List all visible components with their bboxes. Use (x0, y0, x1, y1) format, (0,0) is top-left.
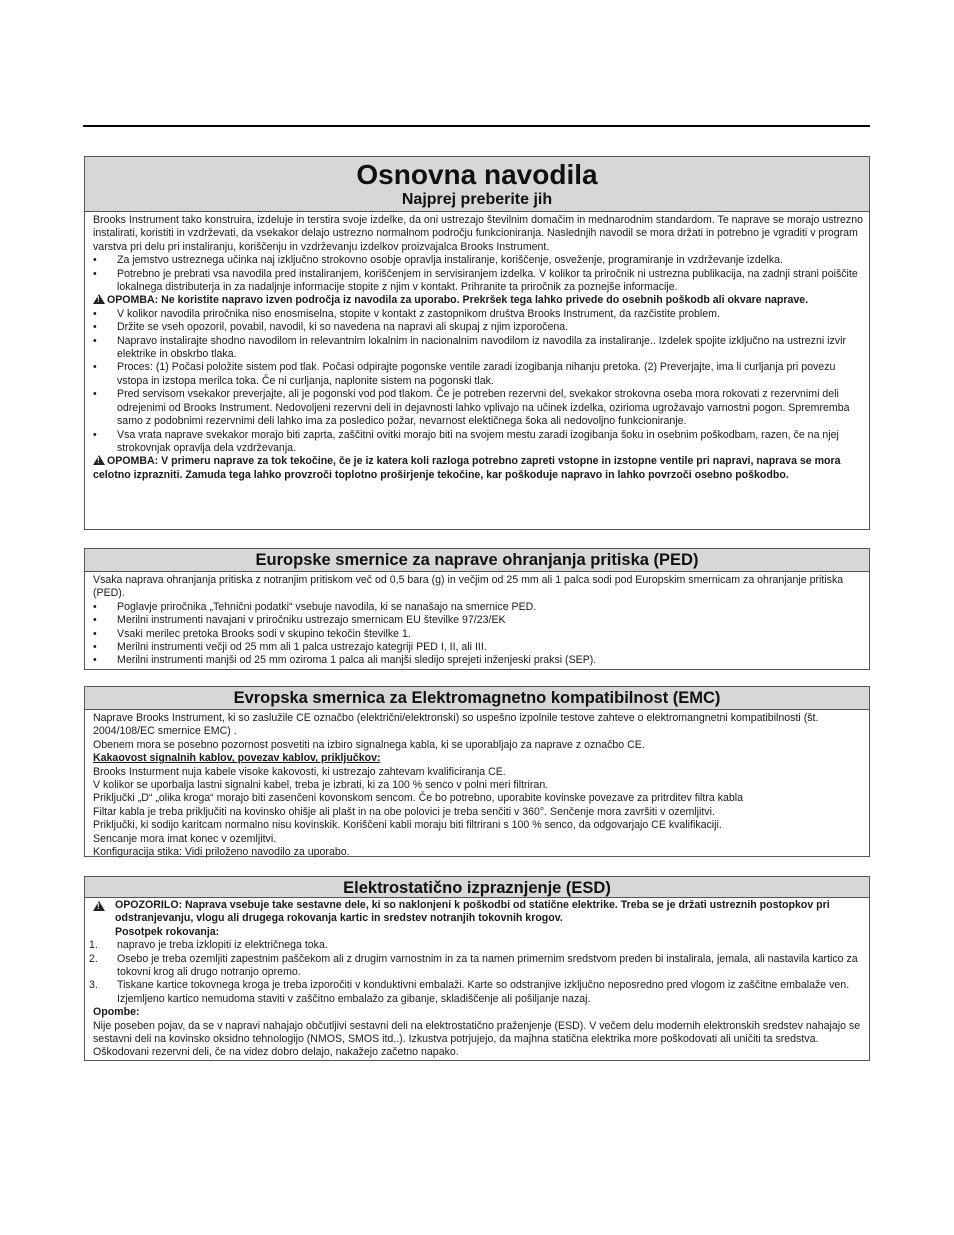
emc-line: Naprave Brooks Instrument, ki so zaslužile CE označbo (električni/elektronski) so uspešno izpolnile testove zahteve o elektromangnetni kompatibilnosti (št. 2004/108/EC smernice EMC) . (93, 712, 819, 738)
emc-cable-heading: Kakaovost signalnih kablov, povezav kablov, priključkov: (93, 752, 381, 765)
note-opomba-2 (93, 455, 865, 482)
warning-triangle-icon (93, 901, 105, 911)
esd-box (84, 876, 870, 1061)
emc-line: Priključki „D“ „olika kroga“ morajo biti zasenčeni kovonskom sencom. Če bo potrebno, uporabite kovinske povezave za pritrditev filtra kabla (93, 792, 744, 805)
emc-header: Evropska smernica za Elektromagnetno kompatibilnost (EMC) (85, 687, 869, 710)
basic-instructions-box (84, 156, 870, 530)
emc-body (85, 710, 869, 861)
list-item: • Merilni instrumenti manjši od 25 mm oziroma 1 palca ali manjši sledijo sprejeti inženjeski praksi (SEP). (93, 654, 865, 667)
esd-notes-label: Opombe: (93, 1006, 140, 1019)
list-item: • Pred servisom vsekakor preverjajte, ali je pogonski vod pod tlakom. Če je potreben rezervni del, svekakor strokovna oseba mora rokovati z rezervnimi deli odrejenimi od Brooks Instrument. Nedovoljeni rezervni deli in dejavnosti lahko vplivajo na učinek izdelka, ozirioma ugrožavajo varnostni pogon. Spremremba samo z podobnimi rezervnimi deli lahko ima za posledico požar, nevarnost elektičnega šoka ali nedovoljno funkcioniranje. (93, 388, 865, 428)
esd-procedure-label: Posotpek rokovanja: (115, 925, 220, 938)
emc-line: Obenem mora se posebno pozornost posvetiti na izbiro signalnega kabla, ki se uporabljajo za naprave z označbo CE. (93, 738, 645, 751)
list-item: • Poglavje priročnika „Tehnični podatki“ vsebuje navodila, ki se nanašajo na smernice PED. (93, 601, 865, 614)
bullet-list-a (93, 254, 865, 294)
ped-body (85, 572, 869, 670)
bullet-list-b (93, 308, 865, 455)
list-item: • Vsa vrata naprave svekakor morajo biti zaprta, zaščitni ovitki morajo biti na svojem mestu zaradi izogibanja šoku in osebnim poškodbam, razen, če na njej strokovnjak opravlja dela vzdrževanja. (93, 429, 865, 456)
note-text: OPOMBA: V primeru naprave za tok tekočine, če je iz katera koli razloga potrebno zapreti vstopne in izstopne ventile pri napravi, naprava se mora celotno izprazniti. Zamuda tega lahko provzroči toplotno proširjenje tekočine, kar poškoduje napravo in lahko povrzoči osebno poškodbo. (93, 455, 841, 481)
esd-body (85, 898, 869, 1062)
ped-header: Europske smernice za naprave ohranjanja pritiska (PED) (85, 549, 869, 572)
basic-instructions-header (85, 157, 869, 212)
emc-box (84, 686, 870, 857)
list-item: • Proces: (1) Počasi položite sistem pod tlak. Počasi odpirajte pogonske ventile zaradi izogibanja nihanju pretoka. (2) Preverjajte, ima li curljanja pri povezu vstopa in izstopa merilca toka. Če ni curljanja, naplonite sistem na pogonski tlak. (93, 361, 865, 388)
emc-line: V kolikor se uporbalja lastni signalni kabel, treba je izbrati, ki za 100 % senco v polni meri filtriran. (93, 779, 549, 792)
esd-header: Elektrostatično izpraznjenje (ESD) (85, 877, 869, 898)
esd-notes-text: Nije poseben pojav, da se v napravi nahajajo občutljivi sestavni deli na elektrostatično praženjenje (ESD). V večem delu modernih elektronskih sredstev nahajajo se sestavni deli na kovinsko oksidno tehnologijo (NMOS, SMOS itd..). Izkustva potrjujejo, da majhna statična elektrika more poškodovati ali uničiti ta sredstva. Oškodovani rezervni deli, če na videz dobro delajo, nakažejo začetno napako. (93, 1019, 861, 1059)
list-item: 3. Tiskane kartice tokovnega kroga je treba izporočiti v konduktivni embalaži. Karte so odstranjive izključno neposredno pred vlogom iz zaščitne embalaže ven. Izjemljeno kartico nemudoma staviti v zaščitno embalažo za gibanje, skladiščenje ali pošiljanje nazaj. (89, 979, 850, 1005)
emc-line: Konfiguracija stika: Vidi priloženo navodilo za uporabo. (93, 846, 350, 859)
list-item: • Držite se vseh opozoril, povabil, navodil, ki so navedena na napravi ali skupaj z njim izporočena. (93, 321, 865, 334)
page-title: Osnovna navodila (356, 159, 598, 190)
emc-line: Brooks Insturment nuja kabele visoke kakovosti, ki ustrezajo zahtevam kvalificiranja CE. (93, 765, 506, 778)
list-item: • Potrebno je prebrati vsa navodila pred instaliranjem, koriščenjem in servisiranjem izdelka. V kolikor ta priročnik ni ustrezna publikacija, na zadnji strani poiščite lokalnega distributerja in za nadaljnje informacije stopite z njim v kontakt. Prihranite ta priročnik za poznejše informacije. (93, 268, 865, 295)
list-item: • Vsaki merilec pretoka Brooks sodi v skupino tekočin številke 1. (93, 628, 865, 641)
list-item: • Merilni instrumenti navajani v priročniku ustrezajo smernicam EU številke 97/23/EK (93, 614, 865, 627)
list-item: • Napravo instalirajte shodno navodilom in relevantnim lokalnim in nacionalnim navodilom iz navodila za instaliranje.. Izdelek spojite izključno na ustrezni izvir elektrike in obskrbo tlaka. (93, 335, 865, 362)
emc-line: Sencanje mora imat konec v ozemljitvi. (93, 832, 277, 845)
note-opomba-1 (93, 294, 865, 307)
list-item: • V kolikor navodila priročnika niso enosmiselna, stopite v kontakt z zastopnikom društva Brooks Instrument, da razčistite problem. (93, 308, 865, 321)
note-text: OPOMBA: Ne koristite napravo izven področja iz navodila za uporabo. Prekršek tega lahko privede do osebnih poškodb ali okvare naprave. (107, 294, 809, 307)
warning-triangle-icon (93, 294, 105, 304)
list-item: • Za jemstvo ustreznega učinka naj izključno strokovno osobje opravlja instaliranje, koriščenje, osveženje, programiranje in vzdrževanje izdelka. (93, 254, 865, 267)
top-rule (83, 125, 870, 127)
list-item: 2. Osebo je treba ozemljiti zapestnim paščekom ali z drugim varnostnim in za ta namen primernim sredstvom preden bi instalirala, jemala, ali nastavila kartico za tokovni krog ali drugo notranjo opremo. (89, 952, 858, 979)
warning-triangle-icon (93, 455, 105, 465)
intro-paragraph: Brooks Instrument tako konstruira, izdeluje in terstira svoje izdelke, da oni ustrezajo številnim domačim in mednarodnim standardom. Te naprave se morajo ustrezno instalirati, koristiti in vzdrževati, da vsekakor delajo ustrezno normalnom področju funkcioniranja. Naslednjih navodil se mora držati in potrebno je vgraditi v program varstva pri delu pri instaliranju, koriščenju in vzdrževanju izdelkov proizvajalca Brooks Instrument. (93, 214, 863, 253)
list-item: 1. napravo je treba izklopiti iz električnega toka. (89, 939, 328, 952)
ped-bullet-list (93, 601, 865, 668)
ped-intro: Vsaka naprava ohranjanja pritiska z notranjim pritiskom več od 0,5 bara (g) in večjim od 25 mm ali 1 palca sodi pod Europskim smernicam za ohranjanje pritiska (PED). (93, 574, 844, 600)
page-subtitle: Najprej preberite jih (401, 191, 553, 208)
esd-steps (89, 939, 865, 1006)
basic-instructions-body (85, 212, 869, 484)
list-item: • Merilni instrumenti večji od 25 mm ali 1 palca ustrezajo kategriji PED I, II, ali III. (93, 641, 865, 654)
emc-line: Filtar kabla je treba priključiti na kovinsko ohišje ali plašt in na obe polovici je treba senčiti v 360°. Senčenje mora završiti v ozemljitvi. (93, 805, 715, 818)
esd-warning (93, 899, 865, 939)
ped-box (84, 548, 870, 670)
emc-line: Priključki, ki sodijo karitcam normalno nisu kovinskik. Koriščeni kabli moraju biti filtrirani s 100 % senco, da odgovarjajo CE kvalifikaciji. (93, 819, 722, 832)
esd-warning-text: OPOZORILO: Naprava vsebuje take sestavne dele, ki so naklonjeni k poškodbi od statične elektrike. Treba se je držati ustreznih postopkov pri odstranjevanju, vlogu ali drugega rokovanja kartic in sredstev notranjih tokovnih krogov. (115, 899, 830, 925)
